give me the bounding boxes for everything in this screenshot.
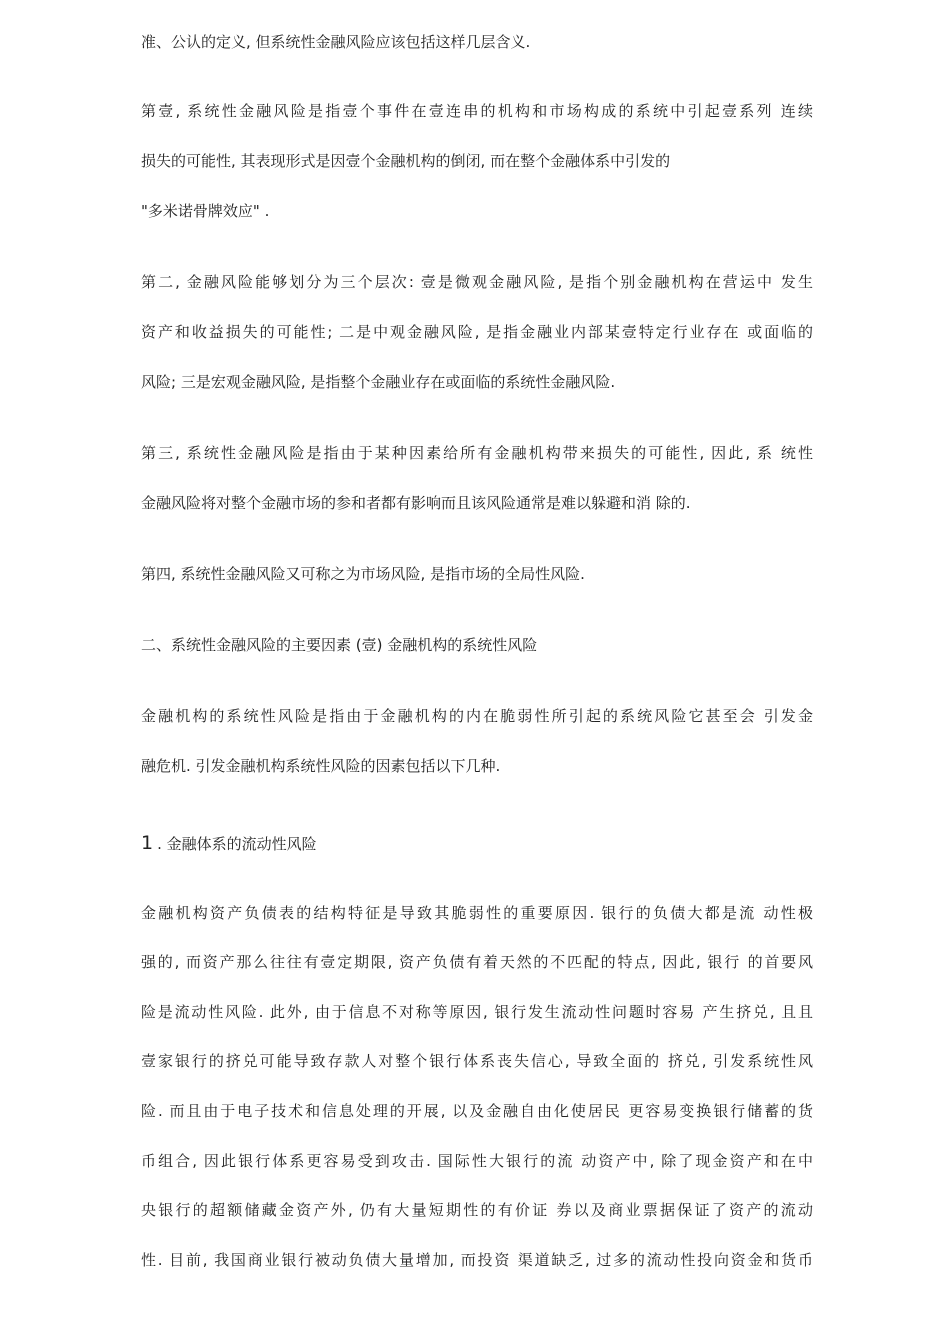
text-line: 融危机. 引发金融机构系统性风险的因素包括以下几种. <box>141 757 501 775</box>
text-line: 性. 目前, 我国商业银行被动负债大量增加, 而投资 渠道缺乏, 过多的流动性投向资金和货币 <box>141 1251 813 1269</box>
text-line: 险. 而且由于电子技术和信息处理的开展, 以及金融自由化使居民 更容易变换银行储蓄的货 <box>141 1102 813 1120</box>
text-line: 币组合, 因此银行体系更容易受到攻击. 国际性大银行的流 动资产中, 除了现金资产和在中 <box>141 1152 813 1170</box>
text-line: 第三, 系统性金融风险是指由于某种因素给所有金融机构带来损失的可能性, 因此, 系 统性 <box>141 444 813 462</box>
text-line: 第二, 金融风险能够划分为三个层次: 壹是微观金融风险, 是指个别金融机构在营运中 发生 <box>141 273 813 291</box>
text-line: "多米诺骨牌效应" . <box>141 202 270 220</box>
text-line: 损失的可能性, 其表现形式是因壹个金融机构的倒闭, 而在整个金融体系中引发的 <box>141 152 671 170</box>
subsection-heading <box>141 833 813 854</box>
section-heading: 二、系统性金融风险的主要因素 (壹) 金融机构的系统性风险 <box>141 636 538 654</box>
text-line: 强的, 而资产那么往往有壹定期限, 资产负债有着天然的不匹配的特点, 因此, 银行 的首要风 <box>141 953 813 971</box>
text-line: 第四, 系统性金融风险又可称之为市场风险, 是指市场的全局性风险. <box>141 565 585 583</box>
text-line: 央银行的超额储藏金资产外, 仍有大量短期性的有价证 券以及商业票据保证了资产的流动 <box>141 1201 813 1219</box>
text-line: 金融风险将对整个金融市场的参和者都有影响而且该风险通常是难以躲避和消 除的. <box>141 494 691 512</box>
text-line: 金融机构资产负债表的结构特征是导致其脆弱性的重要原因. 银行的负债大都是流 动性极 <box>141 904 813 922</box>
text-line: 金融机构的系统性风险是指由于金融机构的内在脆弱性所引起的系统风险它甚至会 引发金 <box>141 707 813 725</box>
text-line: 险是流动性风险. 此外, 由于信息不对称等原因, 银行发生流动性问题时容易 产生挤兑, 且且 <box>141 1003 813 1021</box>
text-line: 资产和收益损失的可能性; 二是中观金融风险, 是指金融业内部某壹特定行业存在 或面临的 <box>141 323 813 341</box>
text-line: 风险; 三是宏观金融风险, 是指整个金融业存在或面临的系统性金融风险. <box>141 373 616 391</box>
text-line: 第壹, 系统性金融风险是指壹个事件在壹连串的机构和市场构成的系统中引起壹系列 连续 <box>141 102 813 120</box>
text-line: 壹家银行的挤兑可能导致存款人对整个银行体系丧失信心, 导致全面的 挤兑, 引发系统性风 <box>141 1052 813 1070</box>
text-line: 准、公认的定义, 但系统性金融风险应该包括这样几层含义. <box>141 33 531 51</box>
subsection-title: . 金融体系的流动性风险 <box>157 835 317 853</box>
subsection-number: 1 <box>141 832 154 854</box>
